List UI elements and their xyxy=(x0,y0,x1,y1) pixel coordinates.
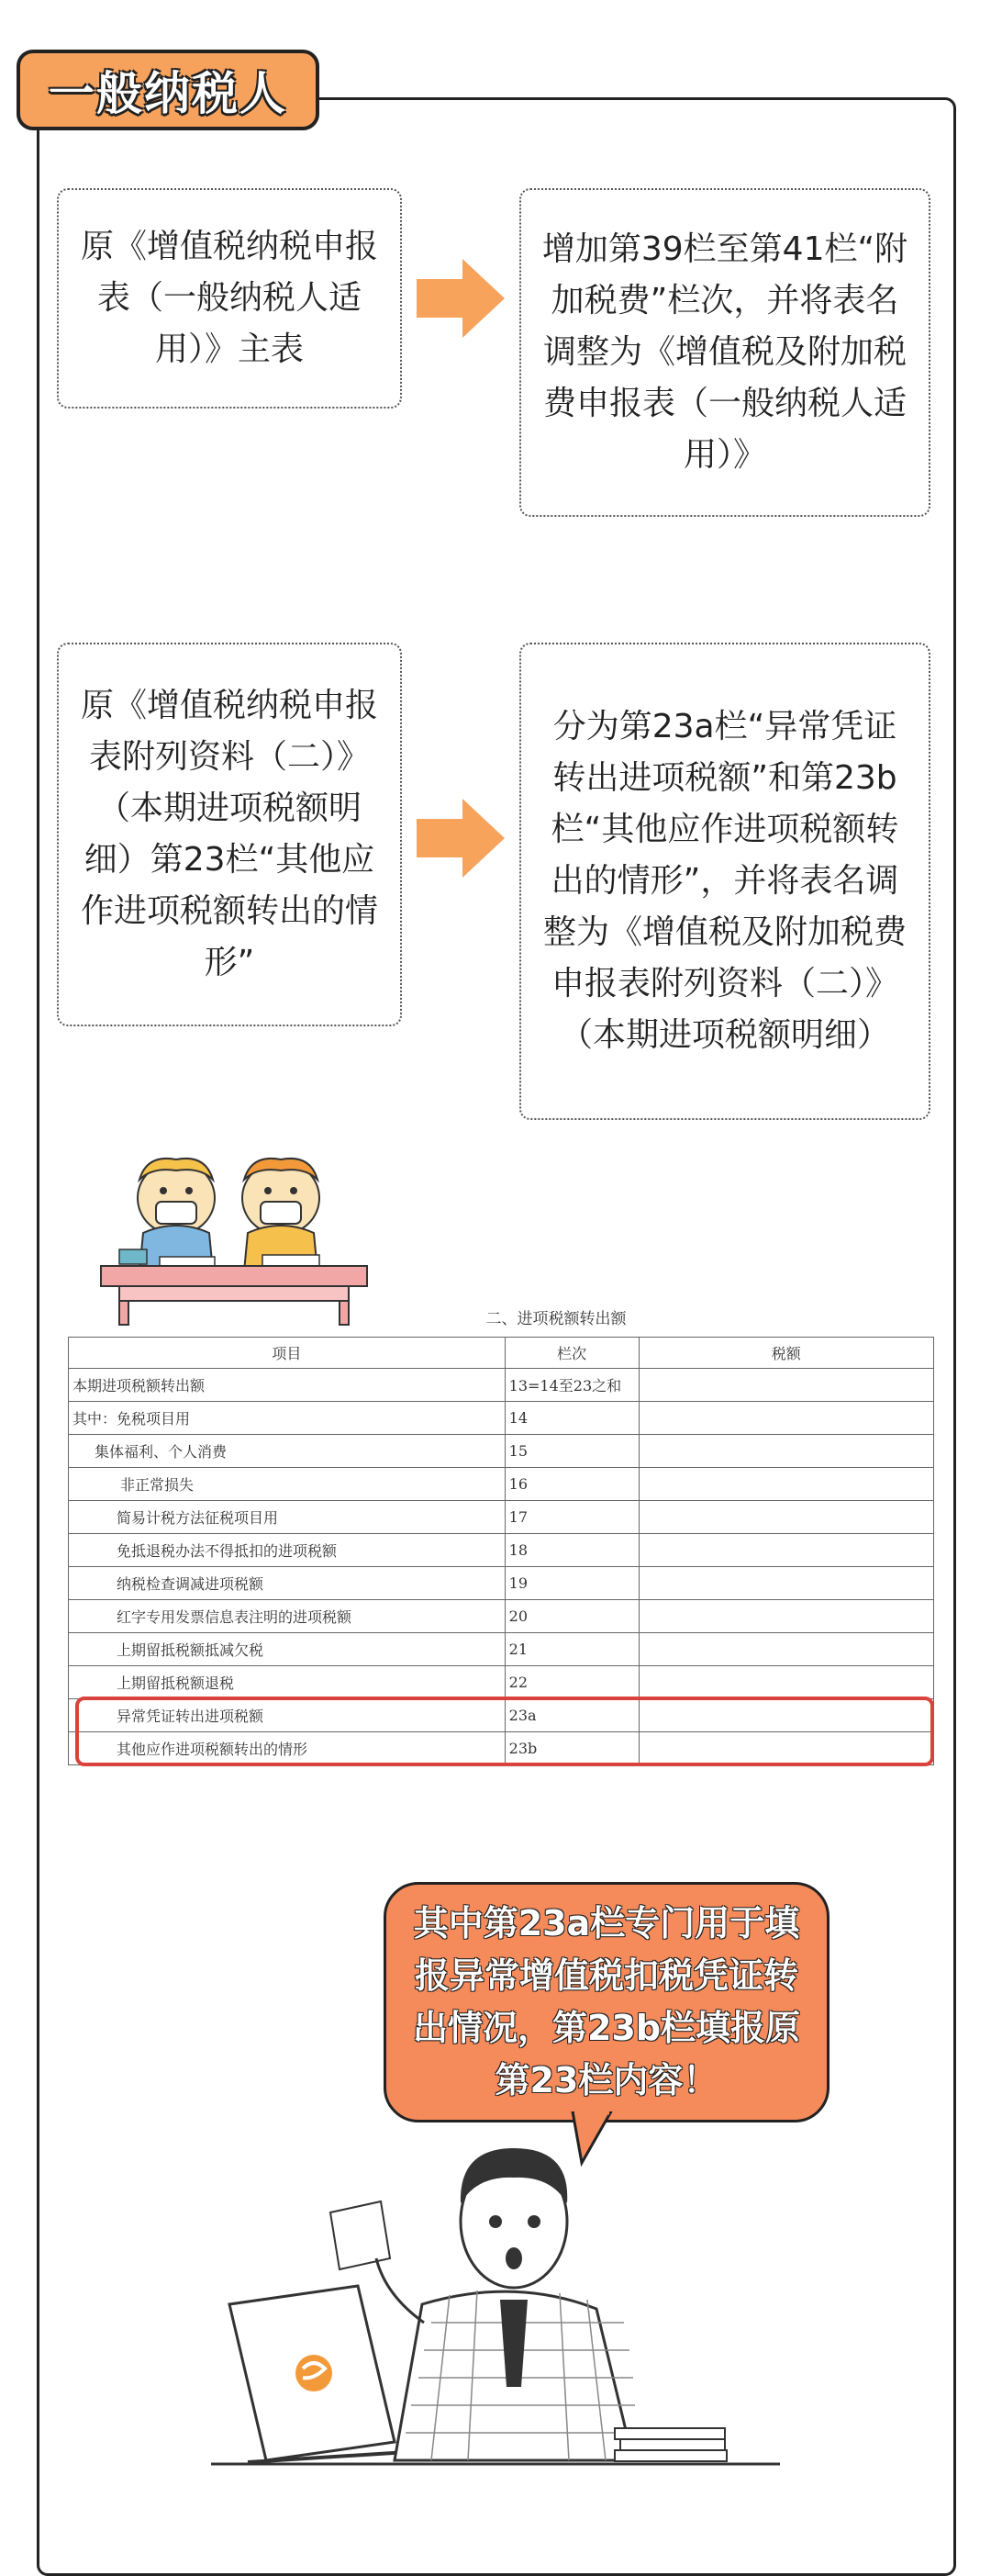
table-row xyxy=(69,1435,934,1468)
table-row xyxy=(69,1501,934,1534)
row-item: 集体福利、个人消费 xyxy=(69,1435,506,1468)
row-column-no: 15 xyxy=(505,1435,639,1468)
table-caption: 二、进项税额转出额 xyxy=(485,1310,627,1328)
row-item: 纳税检查调减进项税额 xyxy=(69,1567,506,1600)
table-row xyxy=(69,1369,934,1402)
speech-bubble xyxy=(384,1882,830,2122)
row-column-no: 23a xyxy=(505,1699,639,1732)
row-amount xyxy=(639,1600,933,1633)
row-item: 其中：免税项目用 xyxy=(69,1402,506,1435)
table-row xyxy=(69,1600,934,1633)
row-column-no: 13=14至23之和 xyxy=(505,1369,639,1402)
table-row xyxy=(69,1534,934,1567)
row-amount xyxy=(639,1666,933,1699)
row-amount xyxy=(639,1633,933,1666)
speech-bubble-text: 其中第23a栏专门用于填报异常增值税扣税凭证转出情况，第23b栏填报原第23栏内容！ xyxy=(412,1903,801,2100)
row-amount xyxy=(639,1501,933,1534)
row-column-no: 20 xyxy=(505,1600,639,1633)
students-at-desk-illustration xyxy=(92,1134,376,1327)
row-item: 本期进项税额转出额 xyxy=(69,1369,506,1402)
row-column-no: 17 xyxy=(505,1501,639,1534)
row-column-no: 21 xyxy=(505,1633,639,1666)
row-item: 红字专用发票信息表注明的进项税额 xyxy=(69,1600,506,1633)
original-schedule-box xyxy=(57,643,402,1026)
table-row xyxy=(69,1666,934,1699)
row-column-no: 19 xyxy=(505,1567,639,1600)
row-item: 上期留抵税额抵减欠税 xyxy=(69,1633,506,1666)
table-row xyxy=(69,1468,934,1501)
row-item: 异常凭证转出进项税额 xyxy=(69,1699,506,1732)
row-column-no: 14 xyxy=(505,1402,639,1435)
table-row xyxy=(69,1402,934,1435)
row-column-no: 23b xyxy=(505,1732,639,1765)
new-main-table-text: 增加第39栏至第41栏“附加税费”栏次，并将表名调整为《增值税及附加税费申报表（一般纳税人适用）》 xyxy=(541,230,908,474)
row-amount xyxy=(639,1567,933,1600)
row-amount xyxy=(639,1468,933,1501)
original-main-table-box xyxy=(57,188,402,409)
table-row xyxy=(69,1567,934,1600)
new-main-table-box xyxy=(519,188,930,517)
row-amount xyxy=(639,1402,933,1435)
table-row xyxy=(69,1633,934,1666)
row-item: 非正常损失 xyxy=(69,1468,506,1501)
row-item: 简易计税方法征税项目用 xyxy=(69,1501,506,1534)
header-item: 项目 xyxy=(69,1338,506,1369)
row-item: 免抵退税办法不得抵扣的进项税额 xyxy=(69,1534,506,1567)
row-column-no: 22 xyxy=(505,1666,639,1699)
highlight-box xyxy=(75,1697,934,1766)
table-header-row xyxy=(69,1338,934,1369)
row-column-no: 16 xyxy=(505,1468,639,1501)
header-amount: 税额 xyxy=(639,1338,933,1369)
new-schedule-box xyxy=(519,643,930,1120)
arrow-right-icon xyxy=(417,799,505,878)
original-main-table-text: 原《增值税纳税申报表（一般纳税人适用）》主表 xyxy=(80,228,378,368)
row-amount xyxy=(639,1435,933,1468)
original-schedule-text: 原《增值税纳税申报表附列资料（二）》（本期进项税额明细）第23栏“其他应作进项税额转出的情形” xyxy=(80,687,378,981)
row-column-no: 18 xyxy=(505,1534,639,1567)
row-item: 其他应作进项税额转出的情形 xyxy=(69,1732,506,1765)
man-with-laptop-illustration xyxy=(211,2111,780,2479)
new-schedule-text: 分为第23a栏“异常凭证转出进项税额”和第23b栏“其他应作进项税额转出的情形”，并将表名调整为《增值税及附加税费申报表附列资料（二）》（本期进项税额明细） xyxy=(542,708,907,1054)
row-item: 上期留抵税额退税 xyxy=(69,1666,506,1699)
section-title: 一般纳税人 xyxy=(17,50,319,130)
arrow-right-icon xyxy=(417,259,505,338)
row-amount xyxy=(639,1369,933,1402)
tax-transfer-table-section xyxy=(68,1304,934,1790)
header-column-no: 栏次 xyxy=(505,1338,639,1369)
row-amount xyxy=(639,1534,933,1567)
